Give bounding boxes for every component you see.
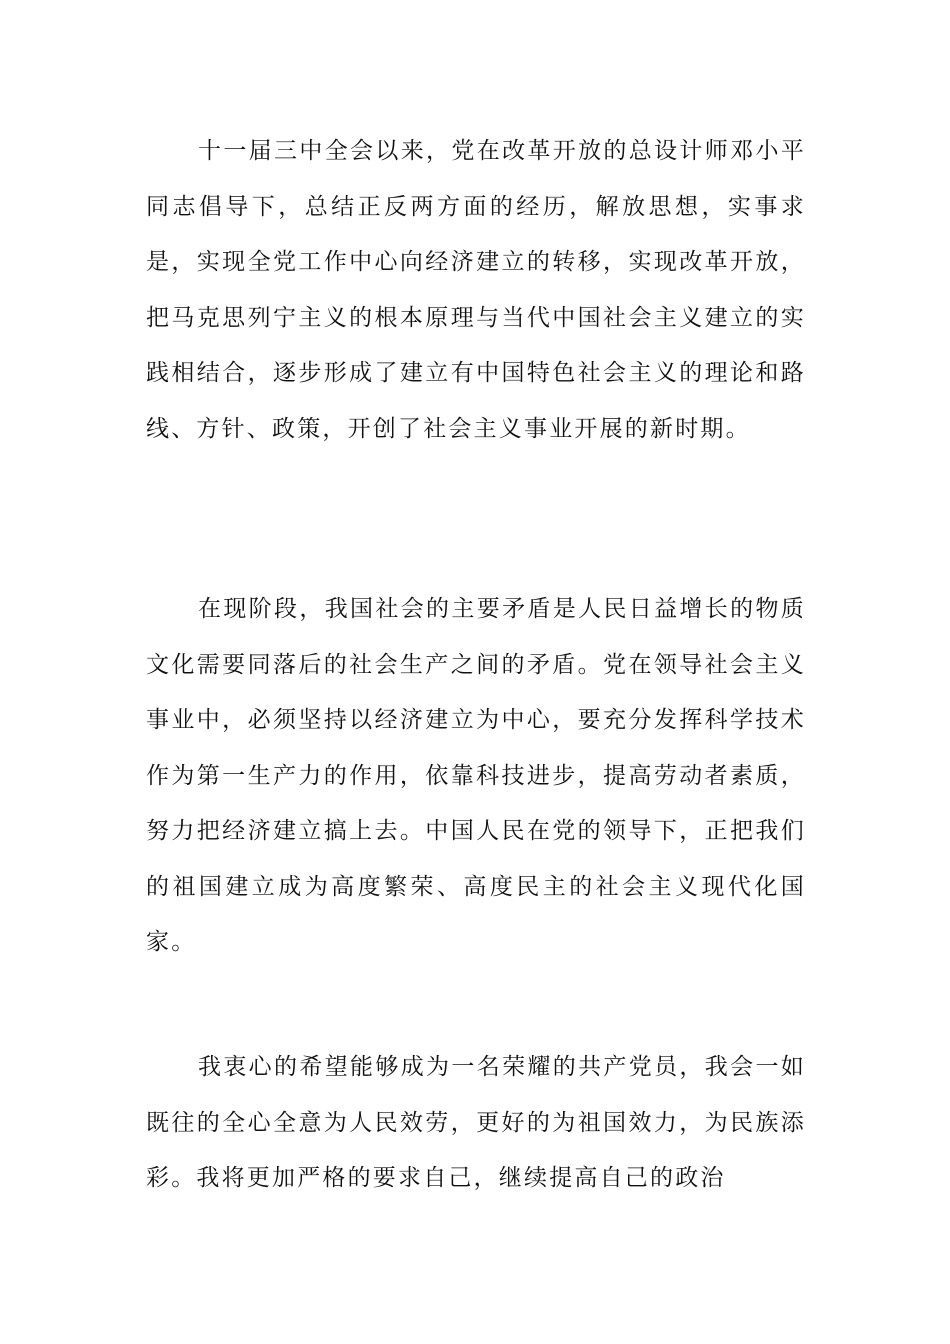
- paragraph-reform-opening: 十一届三中全会以来，党在改革开放的总设计师邓小平同志倡导下，总结正反两方面的经历，解放思想，实事求是，实现全党工作中心向经济建立的转移，实现改革开放，把马克思列宁主义的根本原理与当代中国社会主义建立的实践相结合，逐步形成了建立有中国特色社会主义的理论和路线、方针、政策，开创了社会主义事业开展的新时期。: [146, 138, 806, 442]
- paragraph-personal-aspiration: 我衷心的希望能够成为一名荣耀的共产党员，我会一如既往的全心全意为人民效劳，更好的为祖国效力，为民族添彩。我将更加严格的要求自己，继续提高自己的政治: [146, 1054, 806, 1191]
- paragraph-main-contradiction: 在现阶段，我国社会的主要矛盾是人民日益增长的物质文化需要同落后的社会生产之间的矛盾。党在领导社会主义事业中，必须坚持以经济建立为中心，要充分发挥科学技术作为第一生产力的作用，依靠科技进步，提高劳动者素质，努力把经济建立搞上去。中国人民在党的领导下，正把我们的祖国建立成为高度繁荣、高度民主的社会主义现代化国家。: [146, 596, 806, 955]
